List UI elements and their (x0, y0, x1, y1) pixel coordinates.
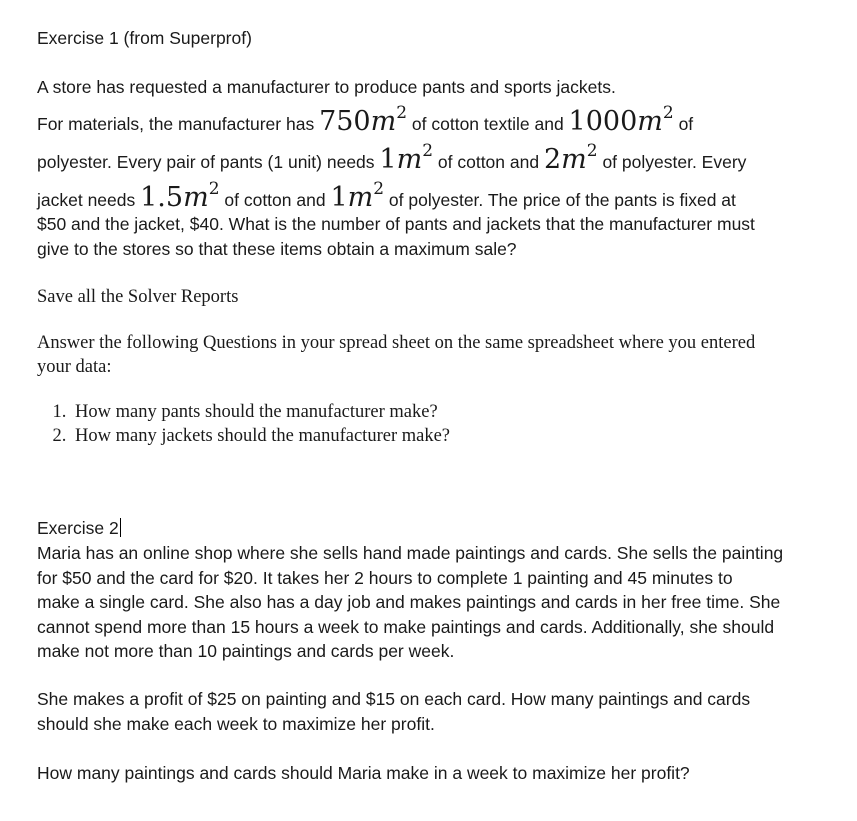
exercise1-title: Exercise 1 (from Superprof) (37, 28, 252, 48)
text-segment: polyester. Every pair of pants (1 unit) needs (37, 152, 380, 172)
math-pants-poly (543, 141, 598, 175)
text-cursor (120, 518, 121, 537)
math-number: 2 (543, 144, 562, 175)
question-item: 1. How many pants should the manufacturer make? (71, 400, 798, 424)
exercise1-line1: A store has requested a manufacturer to produce pants and sports jackets. (37, 77, 616, 97)
math-exponent: 2 (662, 103, 674, 123)
math-jacket-poly (330, 179, 385, 213)
save-reports-text: Save all the Solver Reports (37, 287, 239, 307)
math-jacket-cotton (140, 179, 220, 213)
exercise2-paragraph1 (37, 541, 822, 664)
math-poly-total (568, 103, 674, 137)
math-unit: m (637, 106, 663, 137)
math-number: 1 (330, 182, 348, 213)
paragraph-line: for $50 and the card for $20. It takes her 2 hours to complete 1 painting and 45 minutes to (37, 567, 733, 588)
question-item: 2. How many jackets should the manufacturer make? (71, 424, 798, 448)
answer-instructions-line2: your data: (37, 357, 112, 377)
paragraph-line: should she make each week to maximize her profit. (37, 713, 435, 734)
paragraph-line: Maria has an online shop where she sells hand made paintings and cards. She sells the painting (37, 543, 784, 563)
math-exponent: 2 (373, 179, 385, 199)
text-segment: jacket needs (37, 190, 141, 210)
paragraph-line: make not more than 10 paintings and cards per week. (37, 641, 455, 661)
paragraph-line: make a single card. She also has a day job and makes paintings and cards in her free time. She (37, 592, 781, 612)
text-segment: of polyester. Every (597, 152, 747, 172)
math-number: 1000 (568, 106, 638, 137)
math-pants-cotton (379, 141, 434, 175)
exercise2-title-line (37, 516, 822, 541)
exercise1-line5: $50 and the jacket, $40. What is the number of pants and jackets that the manufacturer must (37, 214, 755, 234)
text-segment: of (673, 114, 694, 134)
math-unit: m (561, 144, 587, 175)
exercise2-question: How many paintings and cards should Maria make in a week to maximize her profit? (37, 763, 690, 783)
exercise1-line4 (37, 179, 822, 213)
text-segment: of polyester. The price of the pants is fixed at (384, 190, 736, 210)
math-unit: m (183, 182, 209, 213)
paragraph-line: She makes a profit of $25 on painting and $15 on each card. How many paintings and cards (37, 689, 751, 709)
math-unit: m (370, 106, 397, 137)
paragraph-line: cannot spend more than 15 hours a week to make paintings and cards. Additionally, she should (37, 616, 775, 637)
exercise2-paragraph2 (37, 687, 822, 736)
text-segment: of cotton and (219, 190, 331, 210)
math-exponent: 2 (586, 141, 598, 161)
answer-instructions-line1: Answer the following Questions in your spread sheet on the same spreadsheet where you entered (37, 333, 756, 353)
math-exponent: 2 (422, 141, 434, 161)
text-segment: For materials, the manufacturer has (37, 114, 320, 134)
math-unit: m (396, 144, 423, 175)
questions-list (13, 400, 798, 448)
text-segment: of cotton textile and (407, 114, 569, 134)
exercise1-line6: give to the stores so that these items obtain a maximum sale? (37, 239, 517, 259)
math-cotton-total (319, 103, 408, 137)
math-number: 1.5 (140, 182, 184, 213)
math-number: 750 (319, 106, 371, 137)
exercise1-line2 (37, 103, 822, 137)
math-exponent: 2 (208, 179, 220, 199)
math-exponent: 2 (396, 103, 408, 123)
math-number: 1 (379, 144, 397, 175)
exercise2-title: Exercise 2 (37, 518, 119, 538)
text-segment: of cotton and (433, 152, 544, 172)
exercise1-line3 (37, 141, 822, 175)
math-unit: m (347, 182, 374, 213)
